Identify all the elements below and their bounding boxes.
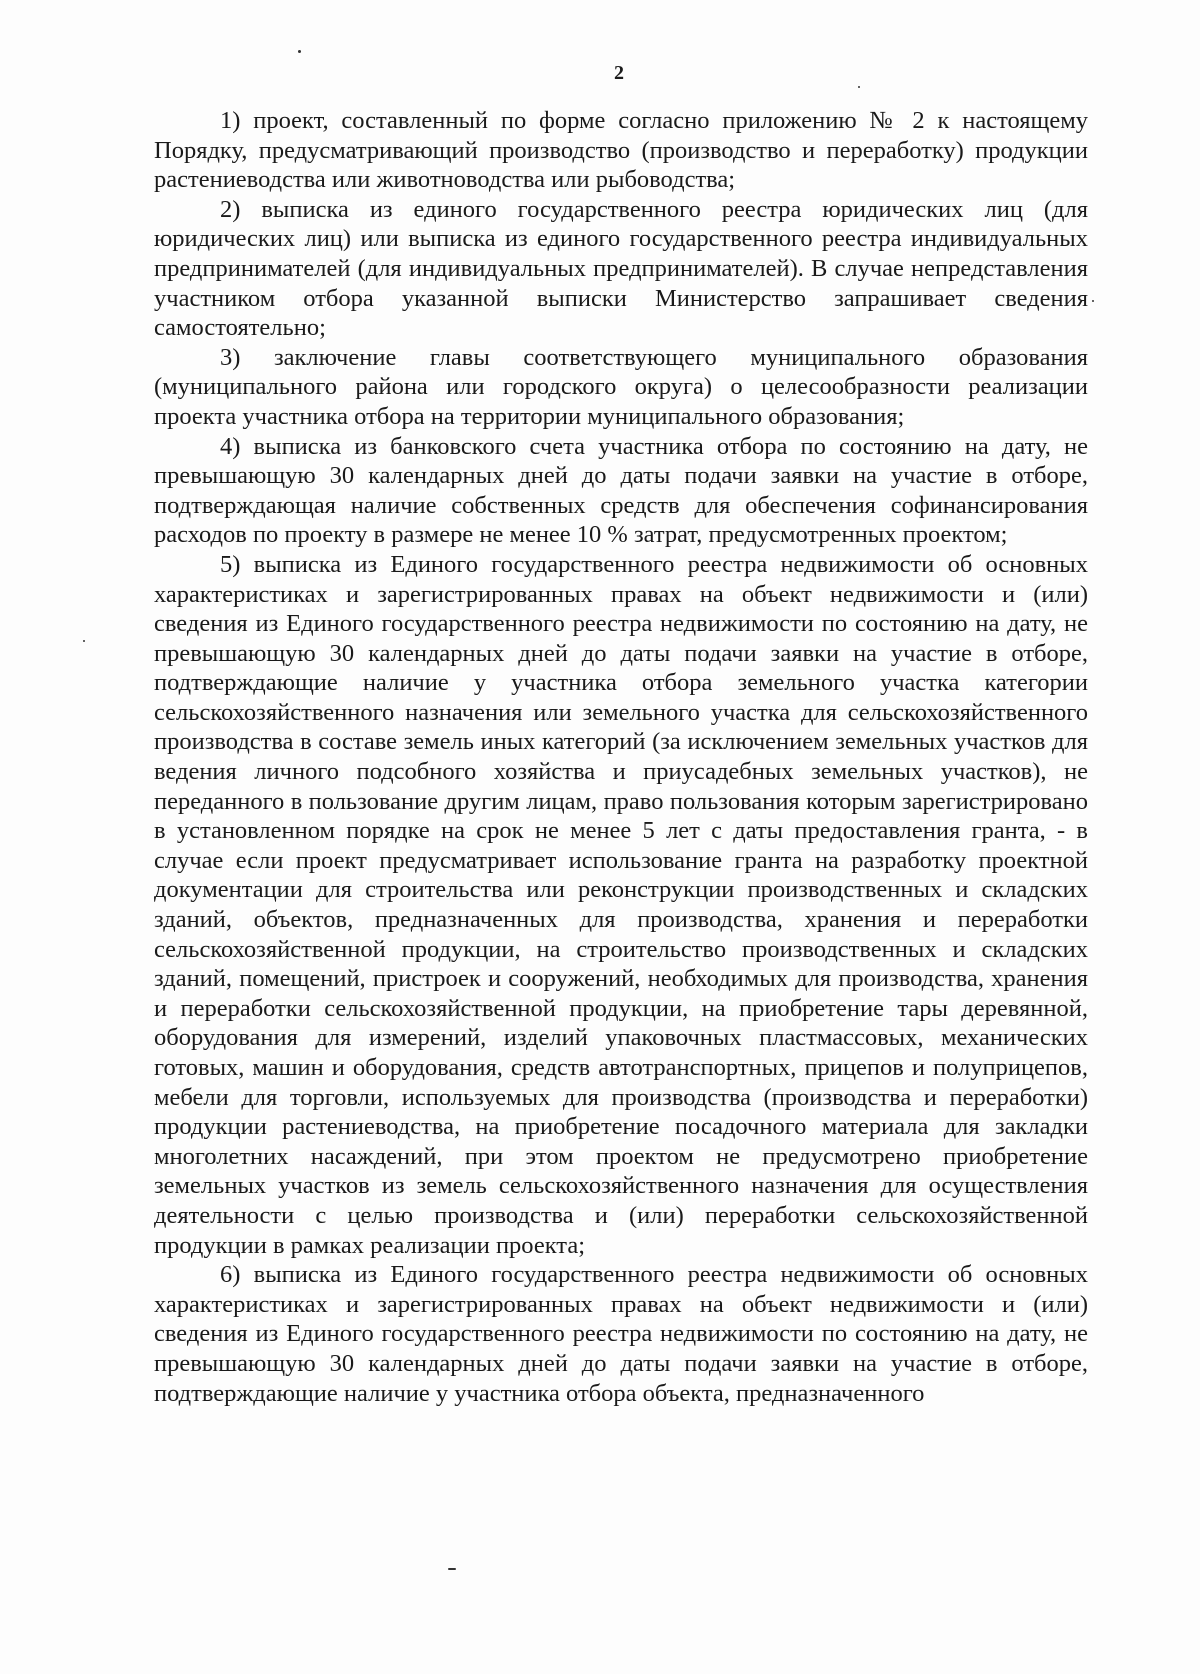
paragraph-item-6: 6) выписка из Единого государственного реестра недвижимости об основных характеристиках и зарегистрированных правах на объект недвижимости и (или) сведения из Единого государственного реестра недвижимости по состоянию на дату, не превышающую 30 календарных дней до даты подачи заявки на участие в отборе, подтверждающие наличие у участника отбора объекта, предназначенного bbox=[154, 1261, 1088, 1407]
scan-speck bbox=[83, 640, 85, 642]
scan-speck bbox=[1092, 300, 1094, 302]
paragraph-item-2: 2) выписка из единого государственного реестра юридических лиц (для юридических лиц) или выписка из единого государственного реестра индивидуальных предпринимателей (для индивидуальных предпринимателей). В случае непредставления участником отбора указанной выписки Министерство запрашивает сведения самостоятельно; bbox=[154, 195, 1088, 342]
scan-speck bbox=[448, 1568, 456, 1570]
paragraph-item-1: 1) проект, составленный по форме согласно приложению № 2 к настоящему Порядку, предусматривающий производство (производство и переработку) продукции растениеводства или животноводства или рыбоводства; bbox=[154, 107, 1088, 194]
scan-speck bbox=[858, 86, 860, 88]
paragraph-item-3: 3) заключение главы соответствующего муниципального образования (муниципального района или городского округа) о целесообразности реализации проекта участника отбора на территории муниципального образования; bbox=[154, 343, 1088, 430]
paragraph-item-5: 5) выписка из Единого государственного реестра недвижимости об основных характеристиках и зарегистрированных правах на объект недвижимости и (или) сведения из Единого государственного реестра недвижимости по состоянию на дату, не превышающую 30 календарных дней до даты подачи заявки на участие в отборе, подтверждающие наличие у участника отбора земельного участка категории сельскохозяйственного назначения или земельного участка для сельскохозяйственного производства в составе земель иных категорий (за исключением земельных участков для ведения личного подсобного хозяйства и приусадебных земельных участков), не переданного в пользование другим лицам, право пользования которым зарегистрировано в установленном порядке на срок не менее 5 лет с даты предоставления гранта, - в случае если проект предусматривает использование гранта на разработку проектной документации для строительства или реконструкции производственных и складских зданий, объектов, предназначенных для производства, хранения и переработки сельскохозяйственной продукции, на строительство производственных и складских зданий, помещений, пристроек и сооружений, необходимых для производства, хранения и переработки сельскохозяйственной продукции, на приобретение тары деревянной, оборудования для измерений, изделий упаковочных пластмассовых, механических готовых, машин и оборудования, средств автотранспортных, прицепов и полуприцепов, мебели для торговли, используемых для производства (производства и переработки) продукции растениеводства, на приобретение посадочного материала для закладки многолетних насаждений, при этом проектом не предусмотрено приобретение земельных участков из земель сельскохозяйственного назначения для осуществления деятельности с целью производства и (или) переработки сельскохозяйственной продукции в рамках реализации проекта; bbox=[154, 550, 1088, 1259]
document-body bbox=[154, 106, 1088, 1408]
scan-speck bbox=[298, 50, 301, 53]
paragraph-item-4: 4) выписка из банковского счета участника отбора по состоянию на дату, не превышающую 30 календарных дней до даты подачи заявки на участие в отборе, подтверждающая наличие собственных средств для обеспечения софинансирования расходов по проекту в размере не менее 10 % затрат, предусмотренных проектом; bbox=[154, 432, 1088, 549]
page-number: 2 bbox=[614, 62, 624, 84]
